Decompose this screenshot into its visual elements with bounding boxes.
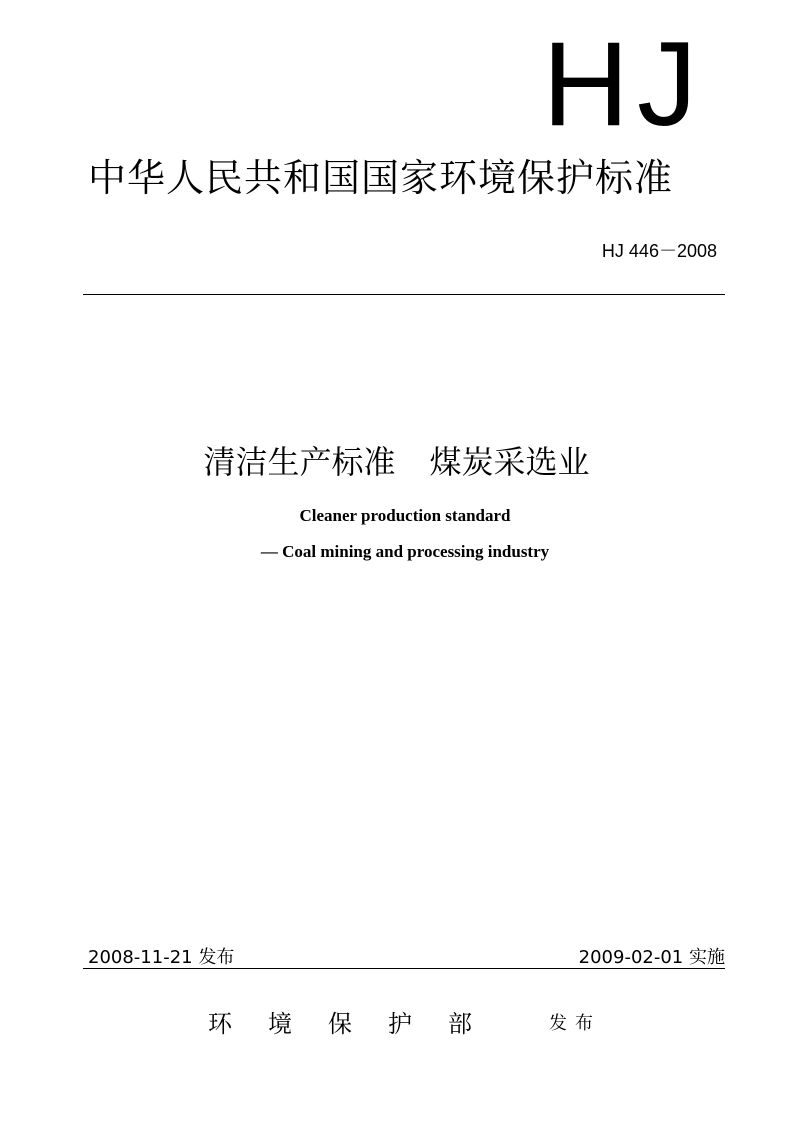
hj-logo: HJ <box>542 17 705 151</box>
issuing-authority: 中华人民共和国国家环境保护标准 <box>88 156 674 200</box>
standard-number: HJ 446－2008 <box>601 241 717 261</box>
chinese-title-part1: 清洁生产标准 <box>203 443 396 481</box>
bottom-divider <box>83 968 725 969</box>
chinese-title <box>0 443 793 481</box>
publisher-name: 环境保护部 <box>208 1010 508 1038</box>
english-title-line2: — Coal mining and processing industry <box>260 542 550 561</box>
publish-label: 发布 <box>549 1013 601 1034</box>
issue-date: 2008-11-21 发布 <box>88 947 235 968</box>
english-title-line1: Cleaner production standard <box>299 506 511 525</box>
implementation-date: 2009-02-01 实施 <box>578 947 725 968</box>
chinese-title-part2: 煤炭采选业 <box>429 443 590 481</box>
top-divider <box>83 294 725 295</box>
